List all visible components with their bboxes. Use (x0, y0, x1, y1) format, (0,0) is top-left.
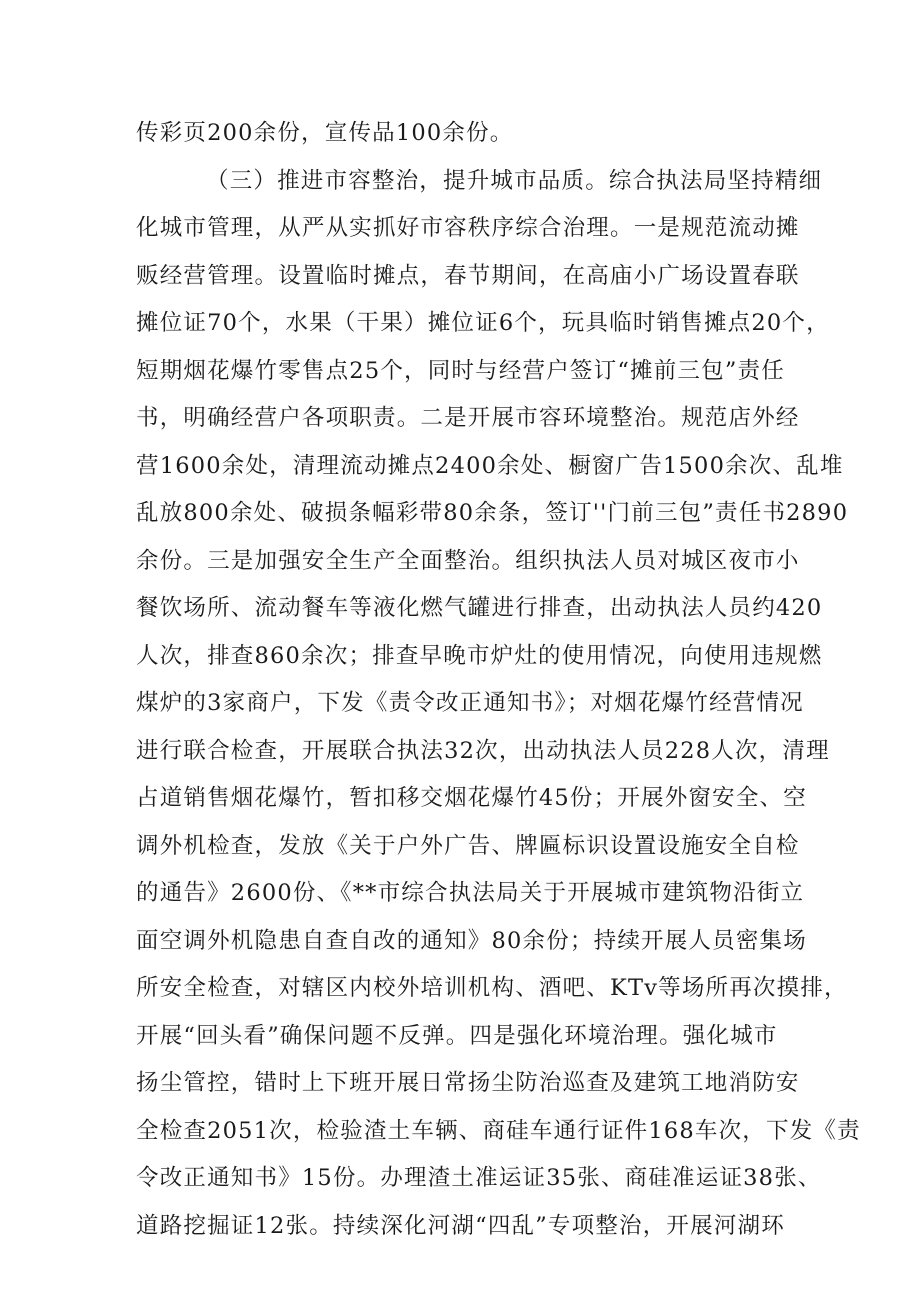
body-text (136, 110, 861, 1250)
text-line: 餐饮场所、流动餐车等液化燃气罐进行排查，出动执法人员约420 (136, 595, 823, 621)
text-line: 短期烟花爆竹零售点25个，同时与经营户签订“摊前三包”责任 (136, 357, 785, 384)
text-line: 的通告》2600份、《**市综合执法局关于开展城市建筑物沿街立 (136, 880, 805, 906)
text-line: 调外机检查，发放《关于户外广告、牌匾标识设置设施安全自检 (136, 832, 800, 859)
text-line: 扬尘管控，错时上下班开展日常扬尘防治巡查及建筑工地消防安 (136, 1070, 800, 1096)
text-line: 人次，排查860余次；排查早晚市炉灶的使用情况，向使用违规燃 (136, 642, 823, 669)
text-line: 令改正通知书》15份。办理渣土准运证35张、商硅准运证38张、 (136, 1165, 822, 1191)
text-line: 贩经营管理。设置临时摊点，春节期间，在高庙小广场设置春联 (136, 262, 800, 289)
text-line: 所安全检查，对辖区内校外培训机构、酒吧、KTv等场所再次摸排， (136, 975, 848, 1001)
text-line: 余份。三是加强安全生产全面整治。组织执法人员对城区夜市小 (136, 547, 800, 574)
text-line: 书，明确经营户各项职责。二是开展市容环境整治。规范店外经 (136, 405, 800, 431)
text-line: 乱放800余处、破损条幅彩带80余条，签订''门前三包”责任书2890 (136, 500, 849, 526)
text-line: 营1600余处，清理流动摊点2400余处、橱窗广告1500余次、乱堆 (136, 452, 844, 479)
text-line: 道路挖掘证12张。持续深化河湖“四乱”专项整治，开展河湖环 (136, 1212, 785, 1239)
text-line: 面空调外机隐患自查自改的通知》80余份；持续开展人员密集场 (136, 927, 807, 954)
text-line: 化城市管理，从严从实抓好市容秩序综合治理。一是规范流动摊 (136, 215, 800, 241)
text-line: 全检查2051次，检验渣土车辆、商硅车通行证件168车次，下发《责 (136, 1117, 861, 1144)
text-line: 摊位证70个，水果（干果）摊位证6个，玩具临时销售摊点20个， (136, 310, 830, 336)
text-line: 传彩页200余份，宣传品100余份。 (136, 120, 514, 146)
paragraph-heading-line: （三）推进市容整治，提升城市品质。综合执法局坚持精细 (206, 167, 823, 194)
text-line: 煤炉的3家商户，下发《责令改正通知书》；对烟花爆竹经营情况 (136, 690, 804, 716)
text-line: 进行联合检查，开展联合执法32次，出动执法人员228人次，清理 (136, 737, 830, 764)
text-line: 开展“回头看”确保问题不反弹。四是强化环境治理。强化城市 (136, 1022, 778, 1049)
text-line: 占道销售烟花爆竹，暂扣移交烟花爆竹45份；开展外窗安全、空 (136, 785, 807, 811)
